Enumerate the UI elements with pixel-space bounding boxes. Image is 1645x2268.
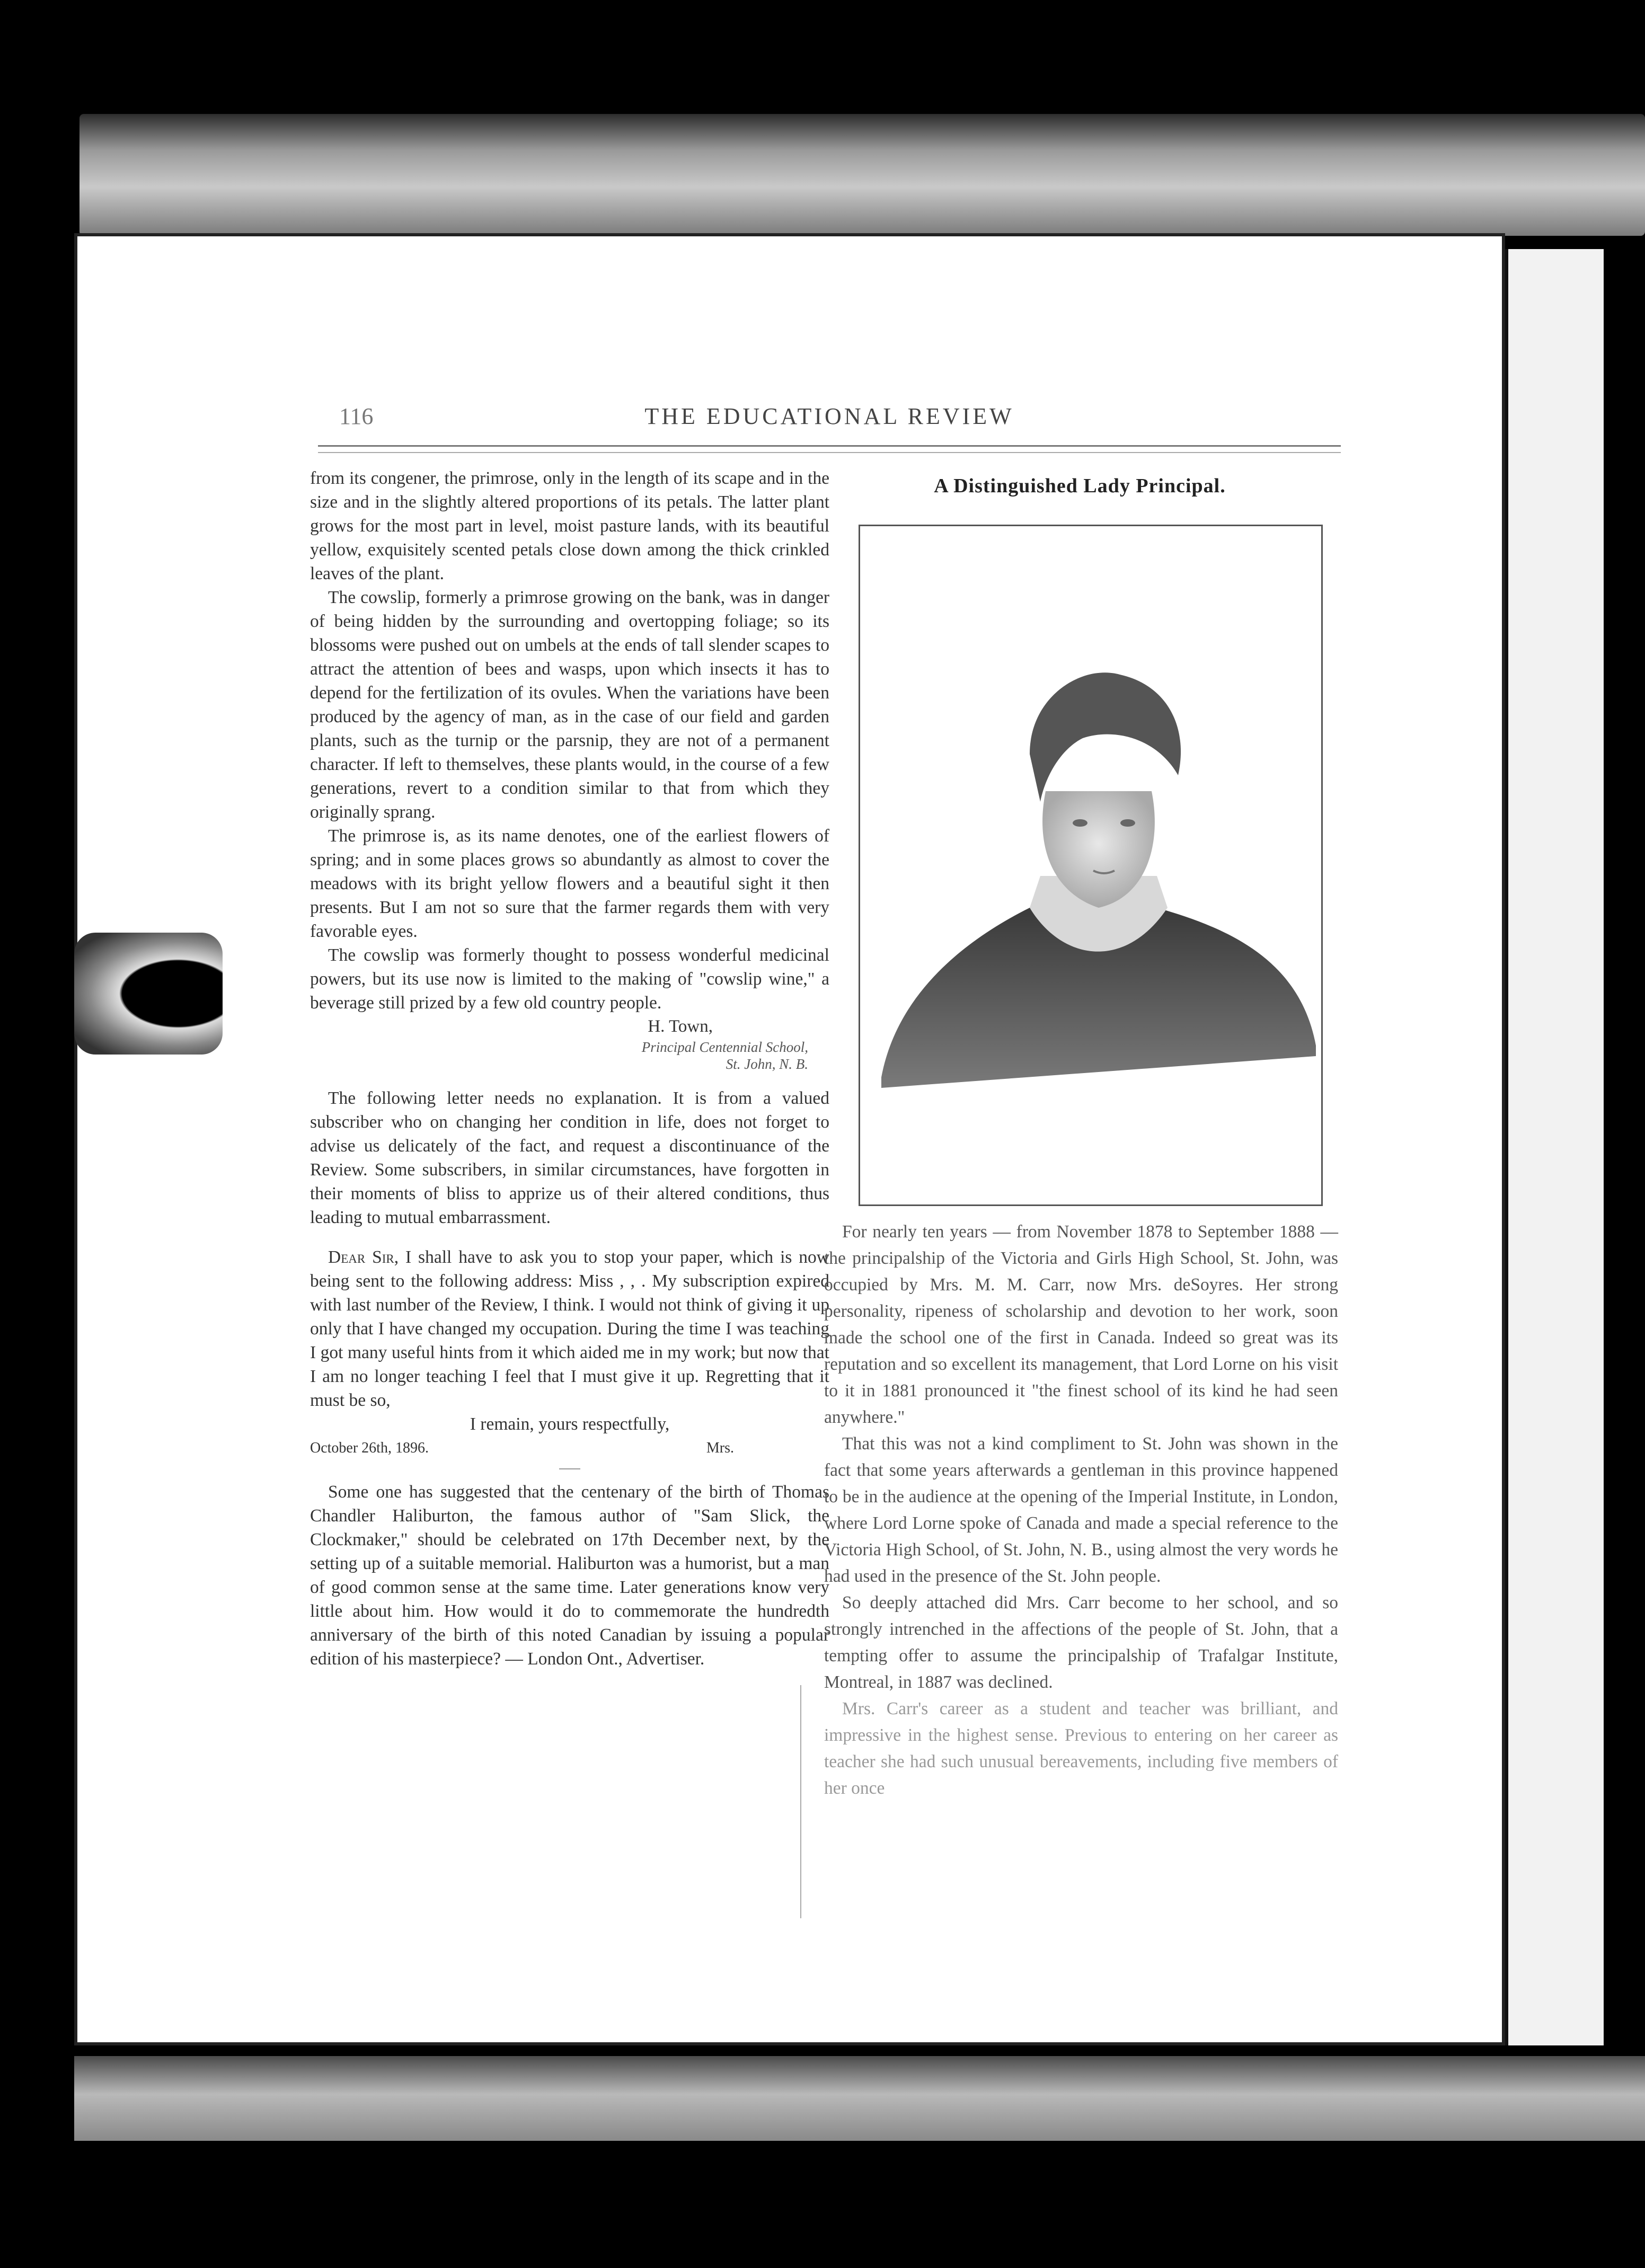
author-school-line-2: St. John, N. B. — [726, 1056, 808, 1072]
cowslip-paragraph-1: from its congener, the primrose, only in the length of its scape and in the size and in the slightly altered proportions of its petals. The latter plant grows for the most part in level, moist pasture lands, with its beautiful yellow, exquisitely scented petals close down among the thick crinkled leaves of the plant. — [310, 468, 829, 583]
letter-signature: Mrs. — [706, 1440, 734, 1456]
binding-clip — [74, 933, 223, 1055]
letter-date: October 26th, 1896. — [310, 1440, 429, 1456]
lady-principal-paragraph-3: So deeply attached did Mrs. Carr become to her school, and so strongly intrenched in the affections of the people of St. John, that a tempting offer to assume the principalship of Trafalgar Institute, Montreal, in 1887 was declined. — [824, 1593, 1338, 1692]
header-rule — [318, 445, 1341, 453]
letter-body: I shall have to ask you to stop your paper, which is now being sent to the following address: Miss , , . My subscription expired with last number of the Review, I think. I would not think of giving it up only that I have changed my occupation. During the time I was teaching I got many useful hints from it which aided me in my work; but now that I am no longer teaching I feel that I must give it up. Regretting that it must be so, — [310, 1247, 829, 1410]
author-school-line-1: Principal Centennial School, — [641, 1039, 808, 1055]
cowslip-paragraph-3: The primrose is, as its name denotes, one of the earliest flowers of spring; and in some places grows so abundantly as almost to cover the meadows with its bright yellow flowers and a beautiful sight it then presents. But I am not so sure that the farmer regards them with very favorable eyes. — [310, 826, 829, 941]
lady-principal-paragraph-2: That this was not a kind compliment to St. John was shown in the fact that some years afterwards a gentleman in this province happened to be in the audience at the opening of the Imperial Institute, in London, where Lord Lorne spoke of Canada and made a special reference to the Victoria High School, of St. John, N. B., using almost the very words he had used in the presence of the St. John people. — [824, 1434, 1338, 1586]
section-divider — [559, 1468, 580, 1469]
author-signature: H. Town, — [648, 1017, 713, 1036]
letter-intro-paragraph: The following letter needs no explanation. It is from a valued subscriber who on changing her condition in life, does not forget to advise us delicately of the fact, and request a discontinuance of the Review. Some subscribers, in similar circumstances, have forgotten in their moments of bliss to apprize us of their altered conditions, thus leading to mutual embarrassment. — [310, 1088, 829, 1227]
left-column — [310, 466, 829, 1671]
scan-top-edge — [79, 114, 1645, 236]
lady-principal-paragraph-1: For nearly ten years — from November 1878 to September 1888 — the principalship of the Victoria and Girls High School, St. John, was occupied by Mrs. M. M. Carr, now Mrs. deSoyres. Her strong personality, ripeness of scholarship and devotion to her work, soon made the school one of the first in Canada. Indeed so great was its reputation and so excellent its management, that Lord Lorne on his visit to it in 1881 pronounced it "the finest school of its kind he had seen anywhere." — [824, 1222, 1338, 1427]
letter-dateline — [310, 1436, 829, 1460]
cowslip-paragraph-4: The cowslip was formerly thought to possess wonderful medicinal powers, but its use now is limited to the making of "cowslip wine," a beverage still prized by a few old country people. — [310, 945, 829, 1013]
letter-salutation: Dear Sir, — [328, 1247, 399, 1267]
haliburton-paragraph: Some one has suggested that the centenary of the birth of Thomas Chandler Haliburton, the famous author of "Sam Slick, the Clockmaker," should be celebrated on 17th December next, by the setting up of a suitable memorial. Haliburton was a humorist, but a man of good common sense at the same time. Later generations know very little about him. How would it do to commemorate the hundredth anniversary of the birth of this noted Canadian by issuing a popular edition of his masterpiece? — London Ont., Advertiser. — [310, 1482, 829, 1669]
scan-bottom-edge — [74, 2056, 1645, 2141]
lady-principal-paragraph-4: Mrs. Carr's career as a student and teacher was brilliant, and impressive in the highest sense. Previous to entering on her career as teacher she had such unusual bereavements, including five members of her once — [824, 1699, 1338, 1798]
column-rule — [800, 1685, 801, 1918]
letter-closing: I remain, yours respectfully, — [470, 1414, 670, 1434]
running-title: THE EDUCATIONAL REVIEW — [644, 403, 1014, 429]
page-header — [318, 403, 1341, 440]
right-column — [824, 1219, 1338, 1802]
cowslip-paragraph-2: The cowslip, formerly a primrose growing on the bank, was in danger of being hidden by the surrounding and overtopping foliage; so its blossoms were pushed out on umbels at the ends of tall slender scapes to attract the attention of bees and wasps, upon which insects it has to depend for the fertilization of its ovules. When the variations have been produced by the agency of man, as in the case of our field and garden plants, such as the turnip or the parsnip, they are not of a permanent character. If left to themselves, these plants would, in the course of a few generations, revert to a condition similar to that from which they originally sprang. — [310, 588, 829, 822]
article-title: A Distinguished Lady Principal. — [934, 475, 1226, 497]
portrait-photo — [859, 525, 1323, 1206]
subscriber-letter — [310, 1245, 829, 1460]
page-number: 116 — [339, 403, 374, 429]
portrait-illustration — [860, 526, 1321, 1204]
facing-page-edge — [1505, 249, 1604, 2045]
